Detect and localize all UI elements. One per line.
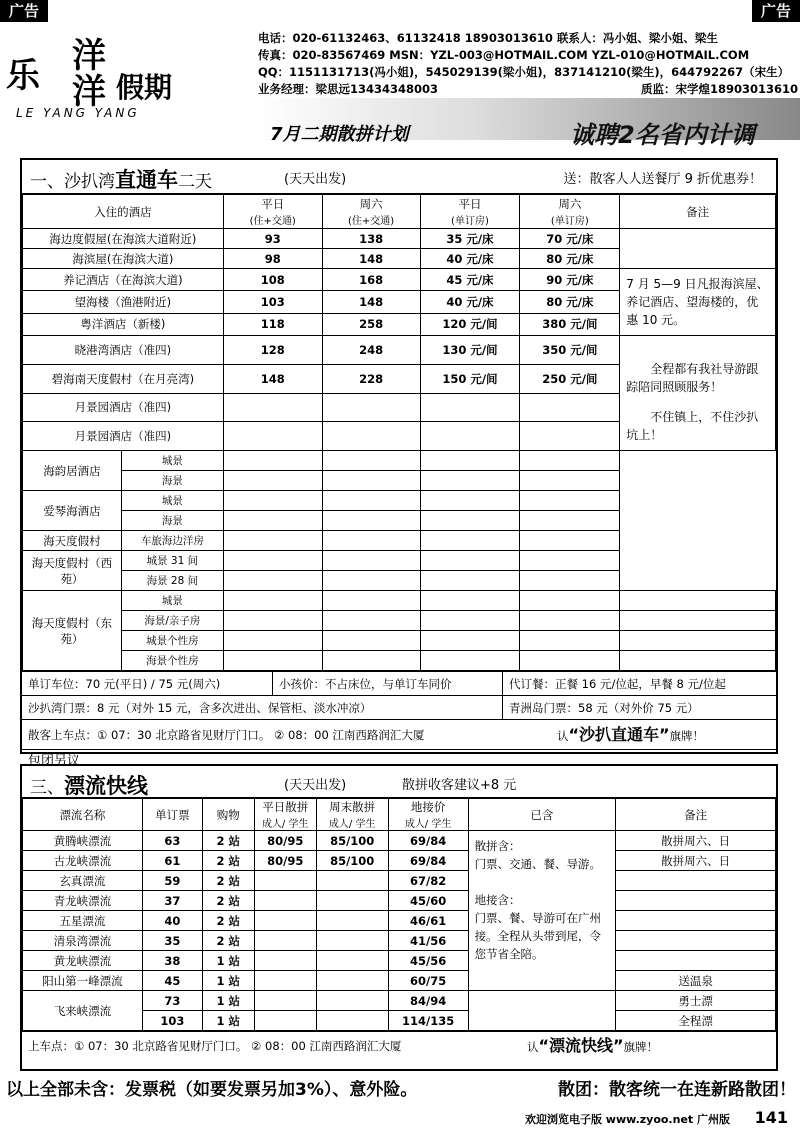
- price-cell: [520, 393, 620, 422]
- suggest-text: 散拼收客建议+8 元: [402, 778, 517, 793]
- price-cell: [223, 611, 322, 631]
- raft-note: 全程漂: [616, 1011, 776, 1031]
- header-saturday-bus: 周六 (住+交通): [322, 195, 420, 229]
- promo-text: 送：散客人人送餐厅 9 折优惠券！: [563, 172, 762, 187]
- local-price: 45/60: [388, 891, 468, 911]
- logo: [6, 28, 226, 128]
- note-discount: 7 月 5—9 日凡报海滨屋、养记酒店、望海楼的，优惠 10 元。: [620, 269, 776, 336]
- weekday-price: [254, 1011, 316, 1031]
- price-cell: 128: [223, 336, 322, 365]
- weekday-price: [254, 991, 316, 1011]
- group-tour-line: 包团另议: [22, 749, 776, 773]
- brand-note: 认“沙扒直通车”旗牌！: [557, 725, 705, 744]
- header-local: 地接价 成人/ 学生: [388, 799, 468, 831]
- ticket-price: 37: [142, 891, 202, 911]
- note-guide-text: 全程都有我社导游跟踪陪同照顾服务！: [626, 362, 759, 394]
- local-price: 60/75: [388, 971, 468, 991]
- header-note: 备注: [620, 195, 776, 229]
- weekday-price: 80/95: [254, 831, 316, 851]
- header-shopping: 购物: [202, 799, 254, 831]
- weekday-price: [254, 891, 316, 911]
- table-row: [23, 831, 776, 851]
- contact-block: [258, 30, 798, 98]
- section-header: [22, 160, 776, 194]
- raft-name: 青龙峡漂流: [23, 891, 143, 911]
- raft-name: 五星漂流: [23, 911, 143, 931]
- price-cell: 148: [322, 291, 420, 313]
- price-cell: [223, 651, 322, 671]
- price-cell: [420, 571, 520, 591]
- page-number: 141: [754, 1108, 788, 1127]
- hotel-name: 海边度假屋(在海滨大道附近): [23, 229, 224, 249]
- ticket-price: 40: [142, 911, 202, 931]
- price-cell: [223, 422, 322, 451]
- included-blank: [468, 991, 616, 1031]
- price-cell: [223, 551, 322, 571]
- table-row: [23, 491, 776, 511]
- hotel-name: 海天度假村: [23, 531, 122, 551]
- table-row: [23, 631, 776, 651]
- local-price: 84/94: [388, 991, 468, 1011]
- price-cell: [520, 551, 620, 571]
- daily-departure: (天天出发): [284, 778, 347, 793]
- hotel-name: 养记酒店（在海滨大道): [23, 269, 224, 291]
- note-blank: [620, 631, 776, 651]
- price-cell: 98: [223, 249, 322, 269]
- hotel-name: 晓港湾酒店（准四): [23, 336, 224, 365]
- hire-banner: 诚聘2名省内计调: [570, 121, 755, 149]
- price-cell: 80 元/床: [520, 249, 620, 269]
- raft-note: 散拼周六、日: [616, 831, 776, 851]
- room-type: 海景/亲子房: [121, 611, 223, 631]
- table-row: [23, 511, 776, 531]
- room-type: 海景: [121, 471, 223, 491]
- price-cell: 248: [322, 336, 420, 365]
- price-cell: 35 元/床: [420, 229, 520, 249]
- contact-fax: 传真：020-83567469 MSN：YZL-003@HOTMAIL.COM YZL-010@HOTMAIL.COM: [258, 48, 750, 62]
- info-line-1: [22, 671, 776, 695]
- weekday-price: [254, 871, 316, 891]
- price-cell: 148: [223, 364, 322, 393]
- header-weekend: 周末散拼 成人/ 学生: [316, 799, 388, 831]
- hotel-name: 望海楼（渔港附近): [23, 291, 224, 313]
- info-line-2: [22, 695, 776, 719]
- table-row: [23, 591, 776, 611]
- included-text: 门票、餐、导游可在广州接。全程从头带到尾，令您节省全陪。: [474, 911, 602, 961]
- raft-name: 阳山第一峰漂流: [23, 971, 143, 991]
- price-cell: 90 元/床: [520, 269, 620, 291]
- table-row: [23, 871, 776, 891]
- price-cell: [223, 451, 322, 471]
- room-type: 城景个性房: [121, 631, 223, 651]
- weekday-price: [254, 971, 316, 991]
- price-cell: [322, 451, 420, 471]
- price-cell: 380 元/间: [520, 313, 620, 335]
- page-bottom: [0, 1106, 800, 1130]
- shopping-stops: 2 站: [202, 831, 254, 851]
- logo-char-2: 洋: [72, 36, 106, 76]
- pickup-line: [22, 719, 776, 749]
- room-type: 车旅海边洋房: [121, 531, 223, 551]
- price-cell: [322, 551, 420, 571]
- header-weekday-room: 平日 (单订房): [420, 195, 520, 229]
- price-cell: [520, 631, 620, 651]
- price-cell: [420, 591, 520, 611]
- price-cell: [420, 531, 520, 551]
- ticket-price: 35: [142, 931, 202, 951]
- price-cell: [520, 651, 620, 671]
- header-hotel: 入住的酒店: [23, 195, 224, 229]
- price-cell: [520, 511, 620, 531]
- raft-note: [616, 891, 776, 911]
- price-cell: [520, 611, 620, 631]
- raft-note: [616, 931, 776, 951]
- table-row: [23, 851, 776, 871]
- price-cell: [223, 571, 322, 591]
- price-cell: 93: [223, 229, 322, 249]
- section-header: [22, 766, 776, 798]
- logo-char-3: 洋: [72, 72, 106, 112]
- price-cell: [322, 531, 420, 551]
- weekend-price: [316, 991, 388, 1011]
- footer-exclusions: 以上全部未含：发票税（如要发票另加3%）、意外险。: [6, 1080, 418, 1100]
- price-cell: 80 元/床: [520, 291, 620, 313]
- weekday-price: [254, 911, 316, 931]
- included-text: 地接含：: [474, 893, 521, 907]
- local-price: 67/82: [388, 871, 468, 891]
- price-cell: 150 元/间: [420, 364, 520, 393]
- price-cell: 40 元/床: [420, 249, 520, 269]
- price-cell: [322, 491, 420, 511]
- contact-phone: 电话：020-61132463、61132418 18903013610 联系人：冯小姐、梁小姐、梁生: [258, 31, 718, 45]
- seat-price: 单订车位：70 元(平日) / 75 元(周六): [28, 677, 221, 691]
- price-cell: [520, 571, 620, 591]
- logo-en: LE YANG YANG: [16, 106, 140, 120]
- room-type: 海景个性房: [121, 651, 223, 671]
- section-rafting: [20, 764, 778, 1071]
- note-stay-text: 不住镇上，不住沙扒坑上！: [626, 410, 759, 442]
- price-cell: [420, 611, 520, 631]
- price-cell: [420, 631, 520, 651]
- raft-note: [616, 911, 776, 931]
- hotel-name: 海滨屋(在海滨大道): [23, 249, 224, 269]
- note-blank: [620, 651, 776, 671]
- room-type: 城景: [121, 451, 223, 471]
- weekend-price: [316, 1011, 388, 1031]
- ticket-price: 63: [142, 831, 202, 851]
- price-cell: [520, 471, 620, 491]
- header-saturday-room: 周六 (单订房): [520, 195, 620, 229]
- price-cell: [520, 531, 620, 551]
- shopping-stops: 2 站: [202, 911, 254, 931]
- price-cell: [420, 491, 520, 511]
- weekend-price: [316, 931, 388, 951]
- weekend-price: 85/100: [316, 851, 388, 871]
- table-row: [23, 471, 776, 491]
- price-cell: [420, 471, 520, 491]
- note-guide: [620, 336, 776, 451]
- price-cell: 118: [223, 313, 322, 335]
- pickup-points: 上车点：① 07：30 北京路省见财厅门口。 ② 08：00 江南西路润汇大厦: [28, 1039, 402, 1053]
- price-cell: [223, 393, 322, 422]
- logo-char-1: 乐: [6, 56, 40, 96]
- table-row: [23, 911, 776, 931]
- website-text: 欢迎浏览电子版 www.zyoo.net 广州版: [524, 1113, 730, 1126]
- note-blank: [620, 591, 776, 611]
- price-cell: [420, 393, 520, 422]
- hotel-table: [22, 194, 776, 671]
- weekday-price: 80/95: [254, 851, 316, 871]
- price-cell: 168: [322, 269, 420, 291]
- price-cell: [520, 451, 620, 471]
- ad-tag-left: 广告: [0, 0, 48, 22]
- header-name: 漂流名称: [23, 799, 143, 831]
- header-ticket: 单订票: [142, 799, 202, 831]
- price-cell: 148: [322, 249, 420, 269]
- table-row: [23, 571, 776, 591]
- price-cell: 120 元/间: [420, 313, 520, 335]
- raft-name: 黄龙峡漂流: [23, 951, 143, 971]
- meal-price: 代订餐：正餐 16 元/位起，早餐 8 元/位起: [502, 672, 726, 695]
- section-shapa-bay: [20, 158, 778, 769]
- table-row: [23, 971, 776, 991]
- hotel-name: 碧海南天度假村（在月亮湾): [23, 364, 224, 393]
- price-cell: [322, 631, 420, 651]
- price-cell: 138: [322, 229, 420, 249]
- price-cell: [420, 451, 520, 471]
- weekend-price: [316, 911, 388, 931]
- local-price: 45/56: [388, 951, 468, 971]
- price-cell: 250 元/间: [520, 364, 620, 393]
- ticket-price: 61: [142, 851, 202, 871]
- table-row: [23, 451, 776, 471]
- pickup-points: 散客上车点：① 07：30 北京路省见财厅门口。 ② 08：00 江南西路润汇大厦: [28, 728, 425, 742]
- price-cell: [322, 591, 420, 611]
- shopping-stops: 2 站: [202, 931, 254, 951]
- note-blank: [620, 611, 776, 631]
- shapa-ticket: 沙扒湾门票：8 元（对外 15 元，含多次进出、保管柜、淡水冲凉）: [28, 701, 372, 715]
- table-row: [23, 951, 776, 971]
- table-row: [23, 931, 776, 951]
- contact-manager: 业务经理：梁思远13434348003: [258, 82, 439, 96]
- table-row: [23, 551, 776, 571]
- raft-note: 散拼周六、日: [616, 851, 776, 871]
- child-price: 小孩价：不占床位，与单订车同价: [272, 672, 452, 695]
- table-row: [23, 229, 776, 249]
- logo-char-4: 假期: [116, 71, 173, 104]
- price-cell: [322, 611, 420, 631]
- section-title: 一、沙扒湾直通车二天: [30, 168, 212, 192]
- ticket-price: 73: [142, 991, 202, 1011]
- local-price: 114/135: [388, 1011, 468, 1031]
- weekday-price: [254, 931, 316, 951]
- price-cell: [420, 511, 520, 531]
- weekend-price: [316, 891, 388, 911]
- local-price: 69/84: [388, 851, 468, 871]
- shopping-stops: 2 站: [202, 871, 254, 891]
- table-row: [23, 611, 776, 631]
- hotel-name: 海天度假村（西苑）: [23, 551, 122, 591]
- shopping-stops: 1 站: [202, 951, 254, 971]
- shopping-stops: 1 站: [202, 1011, 254, 1031]
- local-price: 69/84: [388, 831, 468, 851]
- hotel-name: 海韵居酒店: [23, 451, 122, 491]
- raft-name: 玄真漂流: [23, 871, 143, 891]
- price-cell: 40 元/床: [420, 291, 520, 313]
- plan-title: 7月二期散拼计划: [270, 124, 409, 145]
- price-cell: [322, 571, 420, 591]
- hotel-name: 月景园酒店（准四): [23, 422, 224, 451]
- price-cell: [322, 471, 420, 491]
- shopping-stops: 2 站: [202, 851, 254, 871]
- header: [0, 22, 800, 149]
- price-cell: 103: [223, 291, 322, 313]
- ticket-price: 45: [142, 971, 202, 991]
- price-cell: 70 元/床: [520, 229, 620, 249]
- header-included: 已含: [468, 799, 616, 831]
- rafting-table: [22, 798, 776, 1031]
- price-cell: 350 元/间: [520, 336, 620, 365]
- header-weekday: 平日散拼 成人/ 学生: [254, 799, 316, 831]
- price-cell: 45 元/床: [420, 269, 520, 291]
- hotel-name: 海天度假村（东苑）: [23, 591, 122, 671]
- price-cell: [223, 531, 322, 551]
- price-cell: 130 元/间: [420, 336, 520, 365]
- island-ticket: 青洲岛门票：58 元（对外价 75 元）: [502, 696, 699, 719]
- table-row: [23, 991, 776, 1011]
- price-cell: [420, 422, 520, 451]
- raft-pickup-line: [22, 1031, 776, 1059]
- price-cell: [223, 511, 322, 531]
- hotel-name: 粤洋酒店（新楼): [23, 313, 224, 335]
- price-cell: [420, 651, 520, 671]
- raft-note: 送温泉: [616, 971, 776, 991]
- raft-note: [616, 951, 776, 971]
- table-row: [23, 891, 776, 911]
- brand-note: 认“漂流快线”旗牌！: [527, 1036, 659, 1055]
- shopping-stops: 1 站: [202, 991, 254, 1011]
- price-cell: [520, 422, 620, 451]
- shopping-stops: 2 站: [202, 891, 254, 911]
- local-price: 46/61: [388, 911, 468, 931]
- weekend-price: [316, 871, 388, 891]
- included-cell: [468, 831, 616, 991]
- room-type: 城景 31 间: [121, 551, 223, 571]
- price-cell: [520, 491, 620, 511]
- daily-departure: (天天出发): [284, 172, 347, 187]
- weekend-price: [316, 951, 388, 971]
- included-text: 散拼含：: [474, 839, 521, 853]
- weekday-price: [254, 951, 316, 971]
- header-note: 备注: [616, 799, 776, 831]
- price-cell: [322, 511, 420, 531]
- raft-name: 清泉湾漂流: [23, 931, 143, 951]
- hotel-name: 月景园酒店（准四): [23, 393, 224, 422]
- weekend-price: [316, 971, 388, 991]
- table-row: [23, 269, 776, 291]
- room-type: 海景 28 间: [121, 571, 223, 591]
- price-cell: [223, 631, 322, 651]
- price-cell: [223, 591, 322, 611]
- footer-dispersal: 散团：散客统一在连新路散团！: [558, 1080, 796, 1100]
- price-cell: 258: [322, 313, 420, 335]
- price-cell: 228: [322, 364, 420, 393]
- raft-note: [616, 871, 776, 891]
- shopping-stops: 1 站: [202, 971, 254, 991]
- ticket-price: 38: [142, 951, 202, 971]
- footer-line: [6, 1075, 796, 1100]
- price-cell: 108: [223, 269, 322, 291]
- price-cell: [223, 491, 322, 511]
- note-blank: [620, 229, 776, 269]
- raft-name: 黄腾峡漂流: [23, 831, 143, 851]
- contact-qc: 质监：宋学煌18903013610: [640, 82, 798, 96]
- raft-name: 飞来峡漂流: [23, 991, 143, 1031]
- local-price: 41/56: [388, 931, 468, 951]
- price-cell: [322, 422, 420, 451]
- room-type: 城景: [121, 491, 223, 511]
- table-row: [23, 651, 776, 671]
- price-cell: [520, 591, 620, 611]
- table-row: [23, 336, 776, 365]
- contact-qq: QQ：1151131713(冯小姐)，545029139(梁小姐)，837141210(梁生)，644792267（宋生）: [258, 65, 790, 79]
- price-cell: [322, 393, 420, 422]
- room-type: 海景: [121, 511, 223, 531]
- ticket-price: 103: [142, 1011, 202, 1031]
- ticket-price: 59: [142, 871, 202, 891]
- header-weekday-bus: 平日 (住+交通): [223, 195, 322, 229]
- included-text: 门票、交通、餐、导游。: [474, 857, 602, 871]
- price-cell: [420, 551, 520, 571]
- room-type: 城景: [121, 591, 223, 611]
- price-cell: [223, 471, 322, 491]
- price-cell: [322, 651, 420, 671]
- ad-tag-right: 广告: [752, 0, 800, 22]
- raft-note: 勇士漂: [616, 991, 776, 1011]
- weekend-price: 85/100: [316, 831, 388, 851]
- hotel-name: 爱琴海酒店: [23, 491, 122, 531]
- raft-name: 古龙峡漂流: [23, 851, 143, 871]
- table-row: [23, 531, 776, 551]
- section-title: 三、漂流快线: [30, 774, 148, 798]
